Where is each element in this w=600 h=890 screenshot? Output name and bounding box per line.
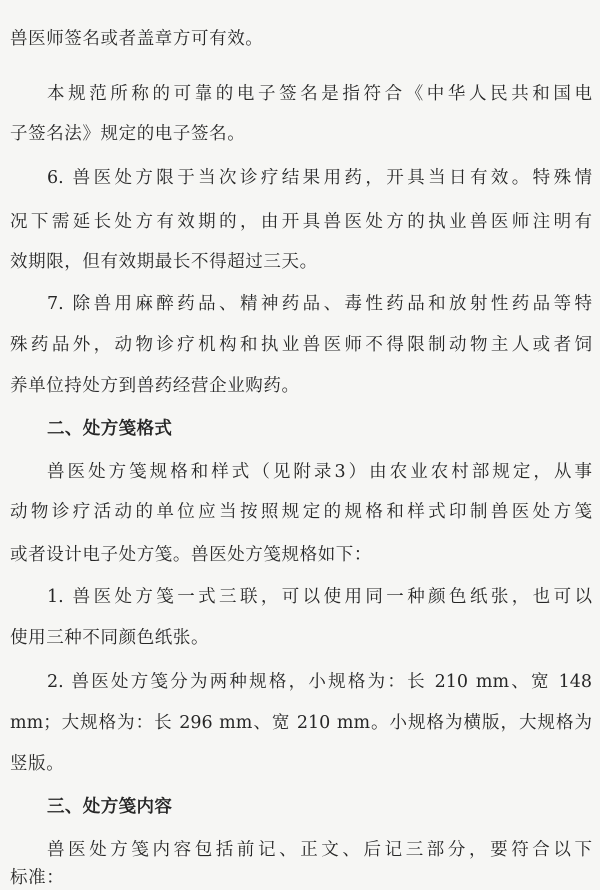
text-line: 兽医处方笺内容包括前记、正文、后记三部分，要符合以下 [47, 840, 592, 860]
text-line: 养单位持处方到兽药经营企业购药。 [10, 376, 300, 396]
text-line: 殊药品外，动物诊疗机构和执业兽医师不得限制动物主人或者饲 [10, 335, 592, 355]
text-line: 标准： [10, 868, 65, 888]
section-heading: 三、处方笺内容 [47, 797, 173, 817]
text-line: 竖版。 [10, 754, 65, 774]
text-line: 本规范所称的可靠的电子签名是指符合《中华人民共和国电 [47, 84, 592, 104]
text-line: 1. 兽医处方笺一式三联，可以使用同一种颜色纸张，也可以 [47, 587, 592, 607]
text-line: mm；大规格为：长 296 mm、宽 210 mm。小规格为横版，大规格为 [10, 713, 592, 733]
text-line: 7. 除兽用麻醉药品、精神药品、毒性药品和放射性药品等特 [47, 294, 592, 314]
text-line: 使用三种不同颜色纸张。 [10, 628, 210, 648]
text-line: 兽医处方笺规格和样式（见附录3）由农业农村部规定，从事 [47, 462, 592, 482]
text-line: 6. 兽医处方限于当次诊疗结果用药，开具当日有效。特殊情 [47, 168, 592, 188]
text-line: 兽医师签名或者盖章方可有效。 [10, 29, 264, 49]
text-line: 效期限，但有效期最长不得超过三天。 [10, 252, 318, 272]
text-line: 子签名法》规定的电子签名。 [10, 124, 246, 144]
text-line: 2. 兽医处方笺分为两种规格，小规格为：长 210 mm、宽 148 [47, 672, 592, 692]
text-line: 动物诊疗活动的单位应当按照规定的规格和样式印制兽医处方笺 [10, 502, 592, 522]
text-line: 或者设计电子处方笺。兽医处方笺规格如下： [10, 545, 372, 565]
text-line: 况下需延长处方有效期的，由开具兽医处方的执业兽医师注明有 [10, 212, 592, 232]
section-heading: 二、处方笺格式 [47, 419, 173, 439]
